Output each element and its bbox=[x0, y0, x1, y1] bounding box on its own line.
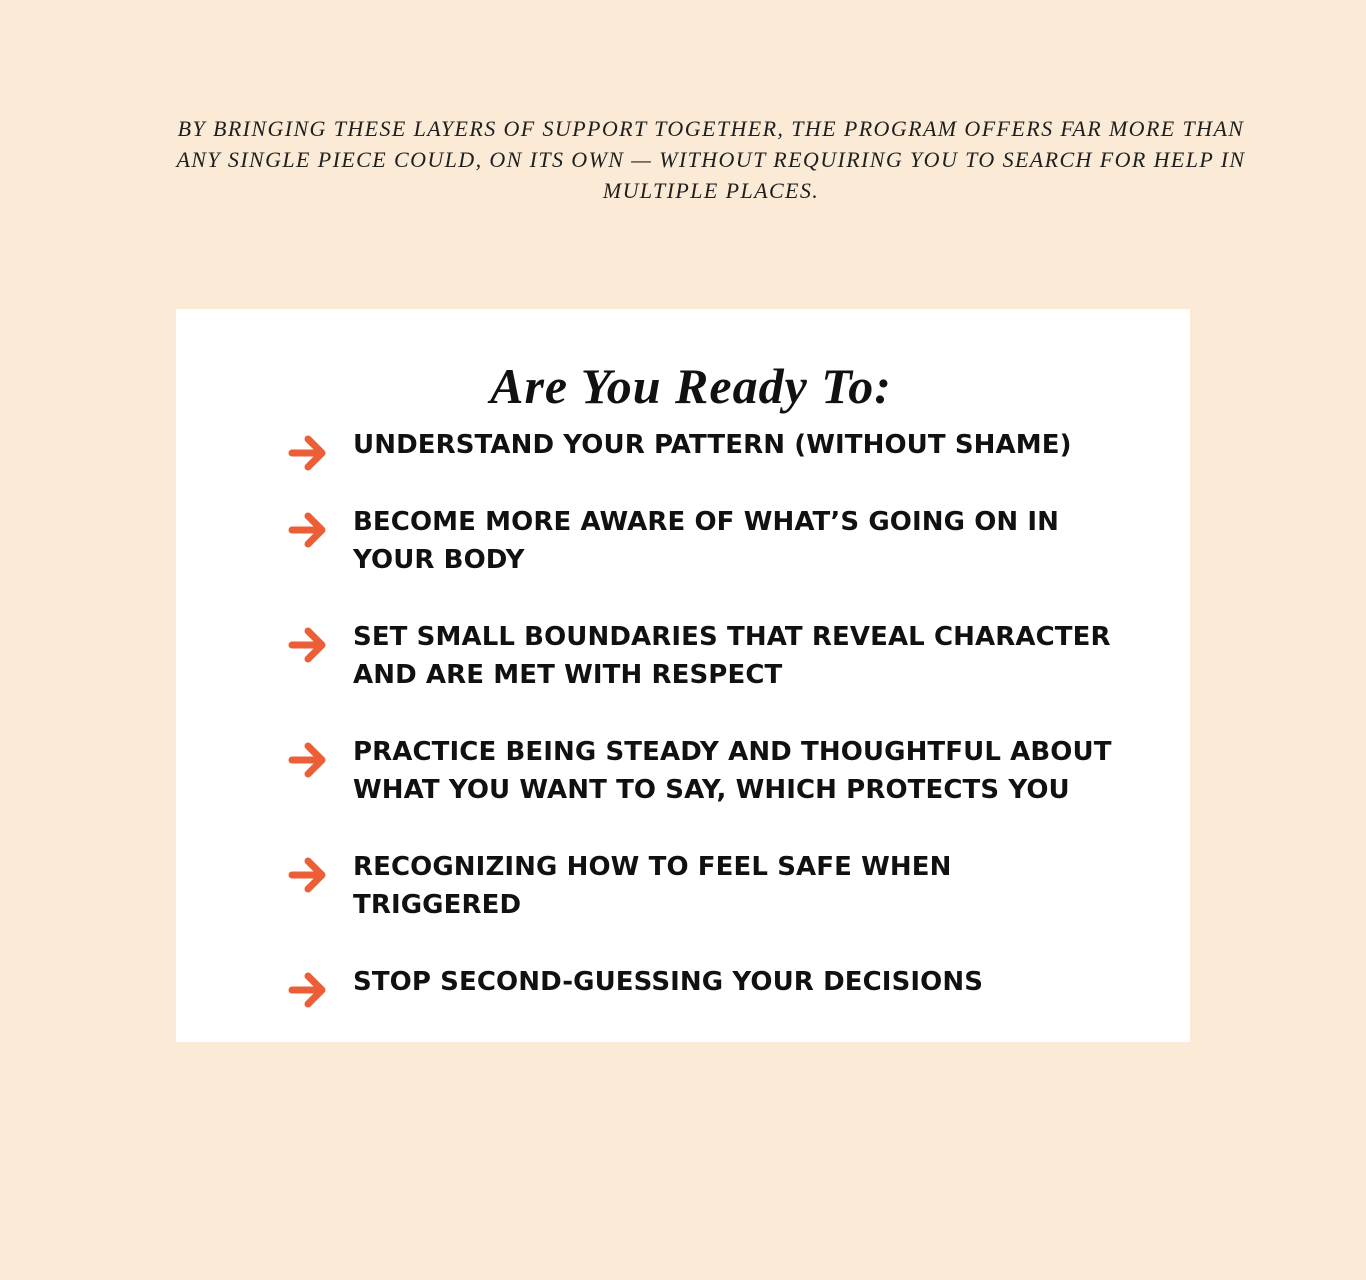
arrow-right-icon bbox=[286, 854, 330, 896]
list-item-label: UNDERSTAND YOUR PATTERN (WITHOUT SHAME) bbox=[353, 430, 1072, 460]
list-item-label: SET SMALL BOUNDARIES THAT REVEAL CHARACTER AND ARE MET WITH RESPECT bbox=[353, 621, 1111, 690]
list-item bbox=[286, 963, 1116, 1002]
list-item-label: STOP SECOND-GUESSING YOUR DECISIONS bbox=[353, 966, 984, 997]
list-item-label: BECOME MORE AWARE OF WHAT’S GOING ON IN YOUR BODY bbox=[353, 506, 1060, 575]
ready-to-card bbox=[176, 309, 1190, 1042]
arrow-right-icon bbox=[286, 969, 330, 1011]
list-item-label: PRACTICE BEING STEADY AND THOUGHTFUL ABOUT WHAT YOU WANT TO SAY, WHICH PROTECTS YOU bbox=[353, 736, 1112, 805]
arrow-right-icon bbox=[286, 739, 330, 781]
card-title: Are You Ready To: bbox=[490, 358, 892, 414]
list-item bbox=[286, 503, 1116, 580]
intro-paragraph: BY BRINGING THESE LAYERS OF SUPPORT TOGETHER, THE PROGRAM OFFERS FAR MORE THAN ANY SINGLE PIECE COULD, ON ITS OWN — WITHOUT REQUIRING YOU TO SEARCH FOR HELP IN MULTIPLE PLACES. bbox=[176, 116, 1246, 203]
list-item bbox=[286, 848, 1116, 925]
arrow-right-icon bbox=[286, 432, 330, 474]
list-item-label: RECOGNIZING HOW TO FEEL SAFE WHEN TRIGGERED bbox=[353, 851, 952, 920]
arrow-right-icon bbox=[286, 509, 330, 551]
list-item bbox=[286, 733, 1116, 810]
list-item bbox=[286, 426, 1116, 465]
list-item bbox=[286, 618, 1116, 695]
arrow-right-icon bbox=[286, 624, 330, 666]
benefits-list bbox=[286, 426, 1116, 1001]
